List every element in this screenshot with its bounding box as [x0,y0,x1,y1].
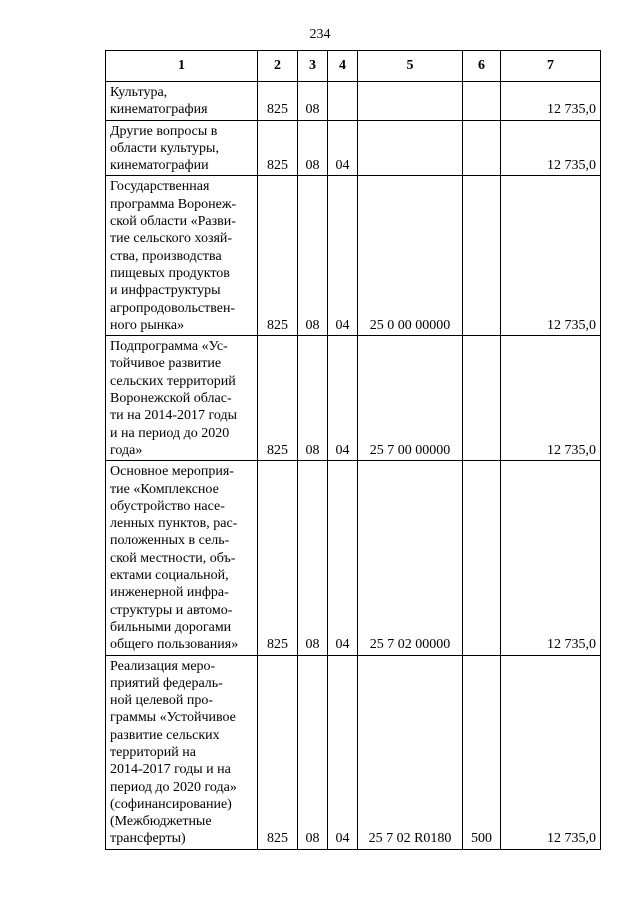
row-name: Реализация меро- приятий федераль- ной целевой про- граммы «Устойчивое развитие сельских территорий на 2014-2017 годы и на период до 2020 года» (софинансирование) (Межбюджетные трансферты) [110,658,237,847]
row-col-5: 25 7 02 R0180 [358,655,463,849]
row-col-5 [358,120,463,176]
row-col-6 [463,176,501,336]
row-col-7: 12 735,0 [501,336,601,461]
row-col-5: 25 7 02 00000 [358,461,463,655]
row-col-5 [358,82,463,121]
row-col-3: 08 [298,655,328,849]
row-col-2: 825 [258,461,298,655]
table-row [106,336,601,461]
table-row [106,176,601,336]
row-col-6 [463,120,501,176]
row-col-6 [463,82,501,121]
row-col-5: 25 7 00 00000 [358,336,463,461]
row-name: Государственная программа Воронеж- ской области «Разви- тие сельского хозяй- ства, производства пищевых продуктов и инфраструктуры агропродовольствен- ного рынка» [110,179,237,333]
row-name-cell [106,120,258,176]
row-col-6 [463,461,501,655]
row-col-3: 08 [298,336,328,461]
col-header-7: 7 [501,51,601,82]
col-header-5: 5 [358,51,463,82]
table-row [106,461,601,655]
table-header-row [106,51,601,82]
row-name-cell [106,461,258,655]
row-name-cell [106,336,258,461]
row-name-cell [106,176,258,336]
row-col-7: 12 735,0 [501,655,601,849]
row-col-4: 04 [328,461,358,655]
row-name: Подпрограмма «Ус- тойчивое развитие сельских территорий Воронежской облас- ти на 2014-2017 годы и на период до 2020 года» [110,339,237,458]
row-col-3: 08 [298,176,328,336]
col-header-1: 1 [106,51,258,82]
row-col-7: 12 735,0 [501,120,601,176]
row-col-6 [463,336,501,461]
row-name: Основное мероприя- тие «Комплексное обустройство насе- ленных пунктов, рас- положенных в сель- ской местности, объ- ектами социальной, инженерной инфра- структуры и автомо- бильными дорогами общего пользования» [110,464,239,653]
col-header-3: 3 [298,51,328,82]
budget-table [105,50,601,850]
row-name-cell [106,82,258,121]
col-header-6: 6 [463,51,501,82]
row-col-6: 500 [463,655,501,849]
row-name-cell [106,655,258,849]
col-header-2: 2 [258,51,298,82]
row-col-3: 08 [298,461,328,655]
row-col-2: 825 [258,336,298,461]
row-col-3: 08 [298,82,328,121]
row-col-2: 825 [258,655,298,849]
table-row [106,655,601,849]
row-name: Другие вопросы в области культуры, кинематографии [110,123,219,174]
row-col-7: 12 735,0 [501,82,601,121]
row-col-2: 825 [258,120,298,176]
row-col-4: 04 [328,655,358,849]
row-name: Культура, кинематография [110,85,208,118]
row-col-3: 08 [298,120,328,176]
row-col-7: 12 735,0 [501,461,601,655]
row-col-4: 04 [328,176,358,336]
row-col-5: 25 0 00 00000 [358,176,463,336]
page-number: 234 [309,27,331,42]
row-col-7: 12 735,0 [501,176,601,336]
row-col-2: 825 [258,82,298,121]
col-header-4: 4 [328,51,358,82]
table-row [106,82,601,121]
row-col-2: 825 [258,176,298,336]
table-row [106,120,601,176]
row-col-4: 04 [328,336,358,461]
row-col-4 [328,82,358,121]
row-col-4: 04 [328,120,358,176]
